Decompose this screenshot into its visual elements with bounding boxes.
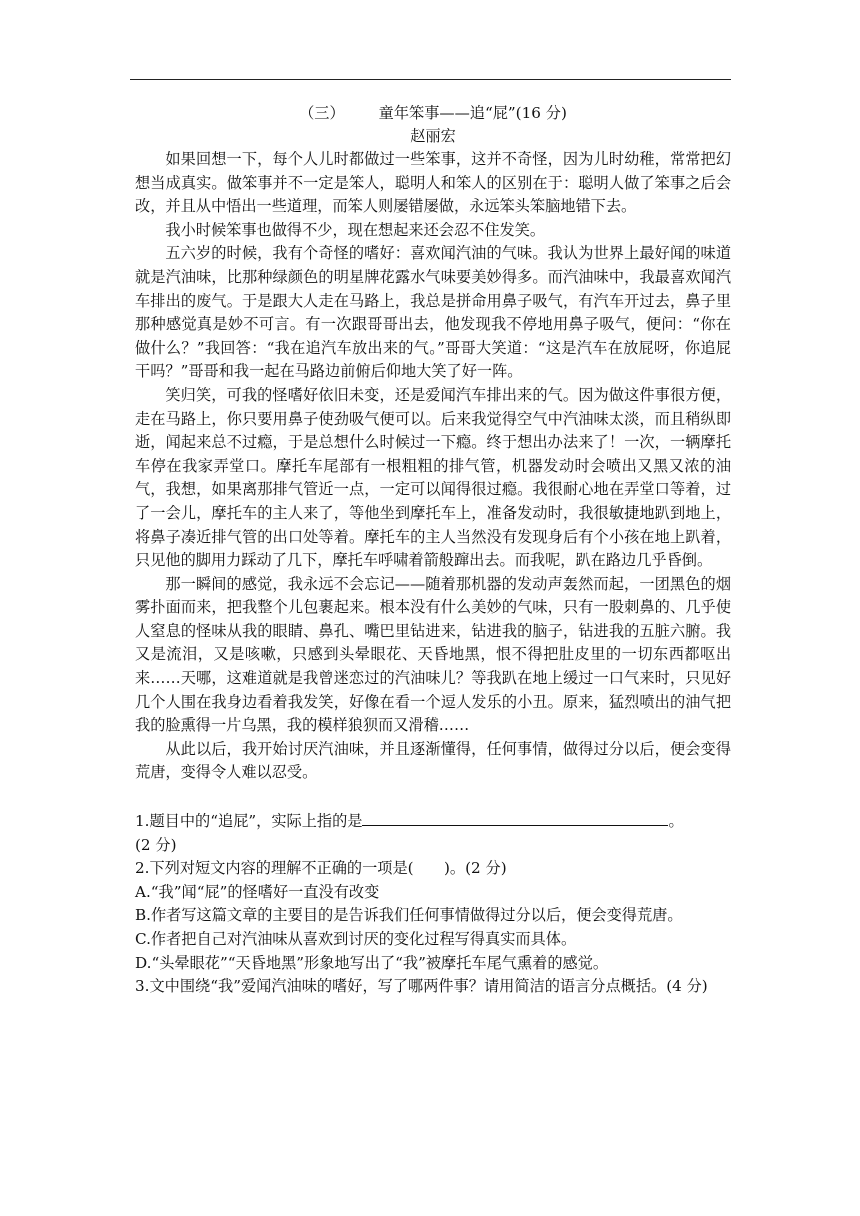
paragraph: 如果回想一下，每个人儿时都做过一些笨事，这并不奇怪，因为儿时幼稚，常常把幻想当成真实。做笨事并不一定是笨人，聪明人和笨人的区别在于：聪明人做了笨事之后会改，并且从中悟出一些道理，而笨人则屡错屡做，永远笨头笨脑地错下去。 bbox=[135, 150, 731, 216]
section-number: （三） bbox=[299, 104, 345, 122]
paragraph: 从此以后，我开始讨厌汽油味，并且逐渐懂得，任何事情，做得过分以后，便会变得荒唐，变得令人难以忍受。 bbox=[135, 739, 731, 782]
option-d: D.“头晕眼花”“天昏地黑”形象地写出了“我”被摩托车尾气熏着的感觉。 bbox=[135, 953, 609, 972]
question-2-text: 2.下列对短文内容的理解不正确的一项是( bbox=[135, 859, 414, 878]
paragraph: 那一瞬间的感觉，我永远不会忘记——随着那机器的发动声轰然而起，一团黑色的烟雾扑面而来，把我整个儿包裹起来。根本没有什么美妙的气味，只有一股刺鼻的、几乎使人窒息的怪味从我的眼睛、鼻孔、嘴巴里钻进来，钻进我的脑子，钻进我的五脏六腑。我又是流泪，又是咳嗽，只感到头晕眼花、天昏地黑，恨不得把肚皮里的一切东西都呕出来……天哪，这难道就是我曾迷恋过的汽油味儿？等我趴在地上缓过一口气来时，只见好几个人围在我身边看着我发笑，好像在看一个逗人发乐的小丑。原来，猛烈喷出的油气把我的脸熏得一片乌黑，我的模样狼狈而又滑稽…… bbox=[135, 574, 731, 735]
article-title bbox=[135, 100, 731, 126]
question-1 bbox=[135, 809, 731, 834]
question-1-text: 1.题目中的“追屁”，实际上指的是 bbox=[135, 812, 363, 831]
questions-section bbox=[135, 809, 731, 999]
article-author: 赵丽宏 bbox=[410, 127, 456, 145]
header-rule bbox=[130, 79, 731, 80]
option-c: C.作者把自己对汽油味从喜欢到讨厌的变化过程写得真实而具体。 bbox=[135, 930, 577, 948]
question-1-end: 。 bbox=[668, 812, 684, 831]
question-1-score: (2 分) bbox=[135, 835, 177, 854]
title-text: 童年笨事——追“屁”(16 分) bbox=[378, 104, 567, 122]
question-2 bbox=[135, 857, 731, 881]
question-2-close: )。(2 分) bbox=[444, 859, 507, 878]
paragraph: 五六岁的时候，我有个奇怪的嗜好：喜欢闻汽油的气味。我认为世界上最好闻的味道就是汽油味，比那种绿颜色的明星牌花露水气味要美妙得多。而汽油味中，我最喜欢闻汽车排出的废气。于是跟大人走在马路上，我总是拼命用鼻子吸气，有汽车开过去，鼻子里那种感觉真是妙不可言。有一次跟哥哥出去，他发现我不停地用鼻子吸气，便问：“你在做什么？”我回答：“我在追汽车放出来的气。”哥哥大笑道：“这是汽车在放屁呀，你追屁干吗？”哥哥和我一起在马路边前俯后仰地大笑了好一阵。 bbox=[135, 244, 731, 381]
option-b: B.作者写这篇文章的主要目的是告诉我们任何事情做得过分以后，便会变得荒唐。 bbox=[135, 906, 683, 925]
document-body bbox=[135, 100, 731, 999]
paragraph: 我小时候笨事也做得不少，现在想起来还会忍不住发笑。 bbox=[165, 220, 546, 239]
answer-blank[interactable] bbox=[362, 809, 668, 826]
paragraph: 笑归笑，可我的怪嗜好依旧未变，还是爱闻汽车排出来的气。因为做这件事很方便，走在马路上，你只要用鼻子使劲吸气便可以。后来我觉得空气中汽油味太淡，而且稍纵即逝，闻起来总不过瘾，于是总想什么时候过一下瘾。终于想出办法来了！一次，一辆摩托车停在我家弄堂口。摩托车尾部有一根粗粗的排气管，机器发动时会喷出又黑又浓的油气，我想，如果离那排气管近一点，一定可以闻得很过瘾。我很耐心地在弄堂口等着，过了一会儿，摩托车的主人来了，等他坐到摩托车上，准备发动时，我很敏捷地趴到地上，将鼻子凑近排气管的出口处等着。摩托车的主人当然没有发现身后有个小孩在地上趴着，只见他的脚用力踩动了几下，摩托车呼啸着箭般蹿出去。而我呢，趴在路边几乎昏倒。 bbox=[135, 385, 731, 570]
option-a: A.“我”闻“屁”的怪嗜好一直没有改变 bbox=[135, 882, 380, 901]
question-3: 3.文中围绕“我”爱闻汽油味的嗜好，写了哪两件事？请用简洁的语言分点概括。(4 分) bbox=[135, 977, 708, 996]
